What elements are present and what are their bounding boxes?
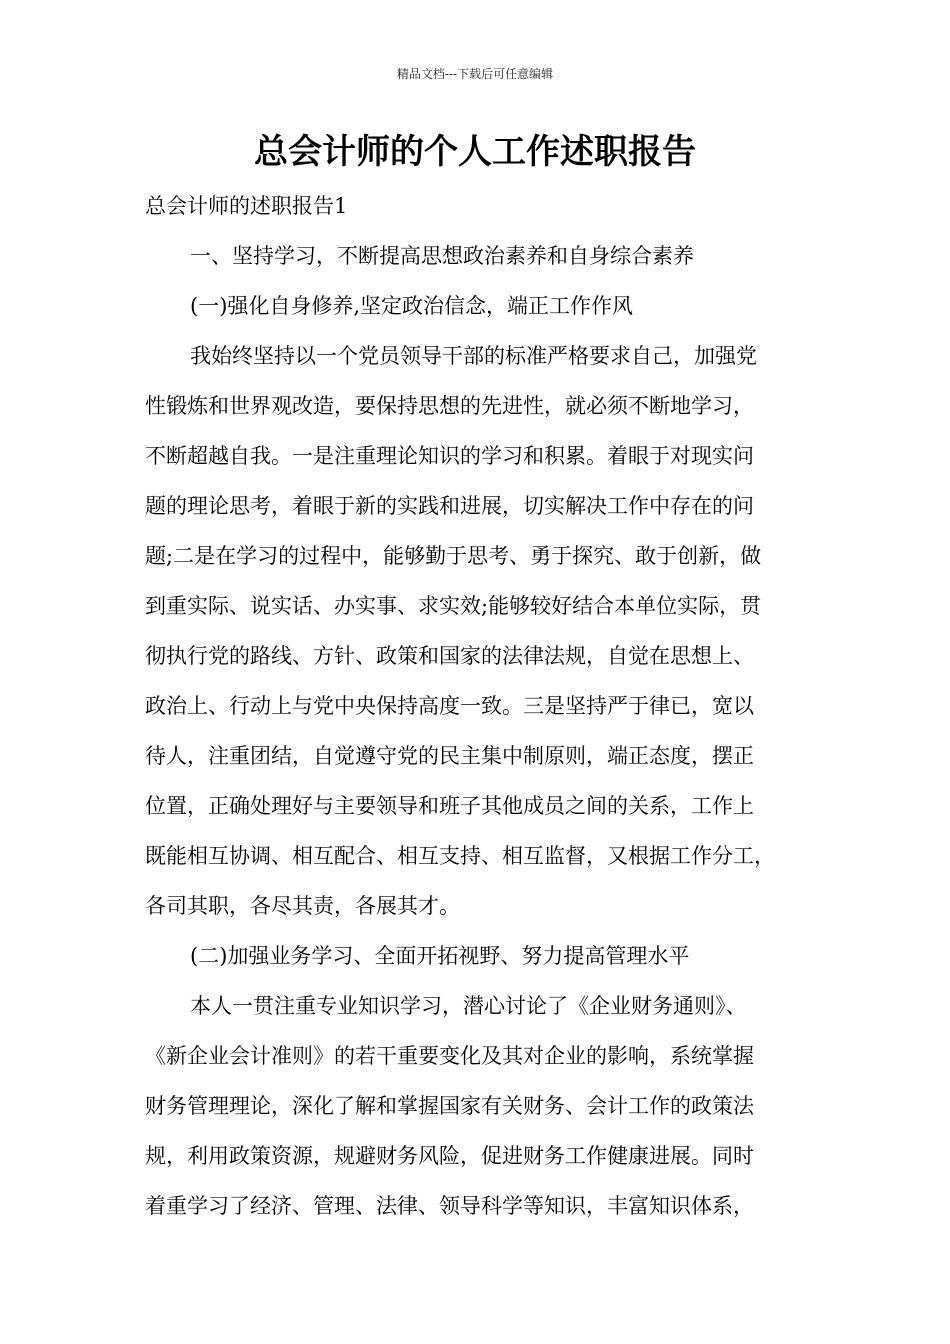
text-line: 性锻炼和世界观改造，要保持思想的先进性，就必须不断地学习，: [145, 394, 754, 418]
text-line: 规，利用政策资源，规避财务风险，促进财务工作健康进展。同时: [145, 1144, 754, 1168]
text-line: 题的理论思考，着眼于新的实践和进展，切实解决工作中存在的问: [145, 494, 754, 518]
text-line: 各司其职，各尽其责，各展其才。: [145, 894, 460, 918]
text-line: 待人，注重团结，自觉遵守党的民主集中制原则，端正态度，摆正: [145, 744, 754, 768]
header-note: 精品文档---下载后可任意编辑: [396, 67, 554, 81]
document-body: [145, 181, 825, 1231]
text-line: 本人一贯注重专业知识学习，潜心讨论了《企业财务通则》、: [190, 994, 747, 1018]
text-line: 既能相互协调、相互配合、相互支持、相互监督，又根据工作分工，: [145, 844, 775, 868]
text-line: 着重学习了经济、管理、法律、领导科学等知识，丰富知识体系，: [145, 1194, 754, 1218]
text-line: 政治上、行动上与党中央保持高度一致。三是坚持严于律已，宽以: [145, 694, 754, 718]
text-line: 财务管理理论，深化了解和掌握国家有关财务、会计工作的政策法: [145, 1094, 754, 1118]
text-line: 到重实际、说实话、办实事、求实效;能够较好结合本单位实际，贯: [145, 594, 762, 618]
text-line: 位置，正确处理好与主要领导和班子其他成员之间的关系，工作上: [145, 794, 754, 818]
text-line: 总会计师的述职报告1: [145, 194, 348, 218]
text-line: (一)强化自身修养,坚定政治信念，端正工作作风: [190, 294, 634, 318]
text-line: 《新企业会计准则》的若干重要变化及其对企业的影响，系统掌握: [145, 1044, 754, 1068]
document-title: 总会计师的个人工作述职报告: [254, 132, 696, 172]
text-line: 一、坚持学习，不断提高思想政治素养和自身综合素养: [190, 244, 694, 268]
text-line: 题;二是在学习的过程中，能够勤于思考、勇于探究、敢于创新，做: [145, 544, 762, 568]
text-line: 不断超越自我。一是注重理论知识的学习和积累。着眼于对现实问: [145, 444, 754, 468]
text-line: 彻执行党的路线、方针、政策和国家的法律法规，自觉在思想上、: [145, 644, 754, 668]
text-line: 我始终坚持以一个党员领导干部的标准严格要求自己，加强党: [190, 344, 757, 368]
text-line: (二)加强业务学习、全面开拓视野、努力提高管理水平: [190, 944, 690, 968]
